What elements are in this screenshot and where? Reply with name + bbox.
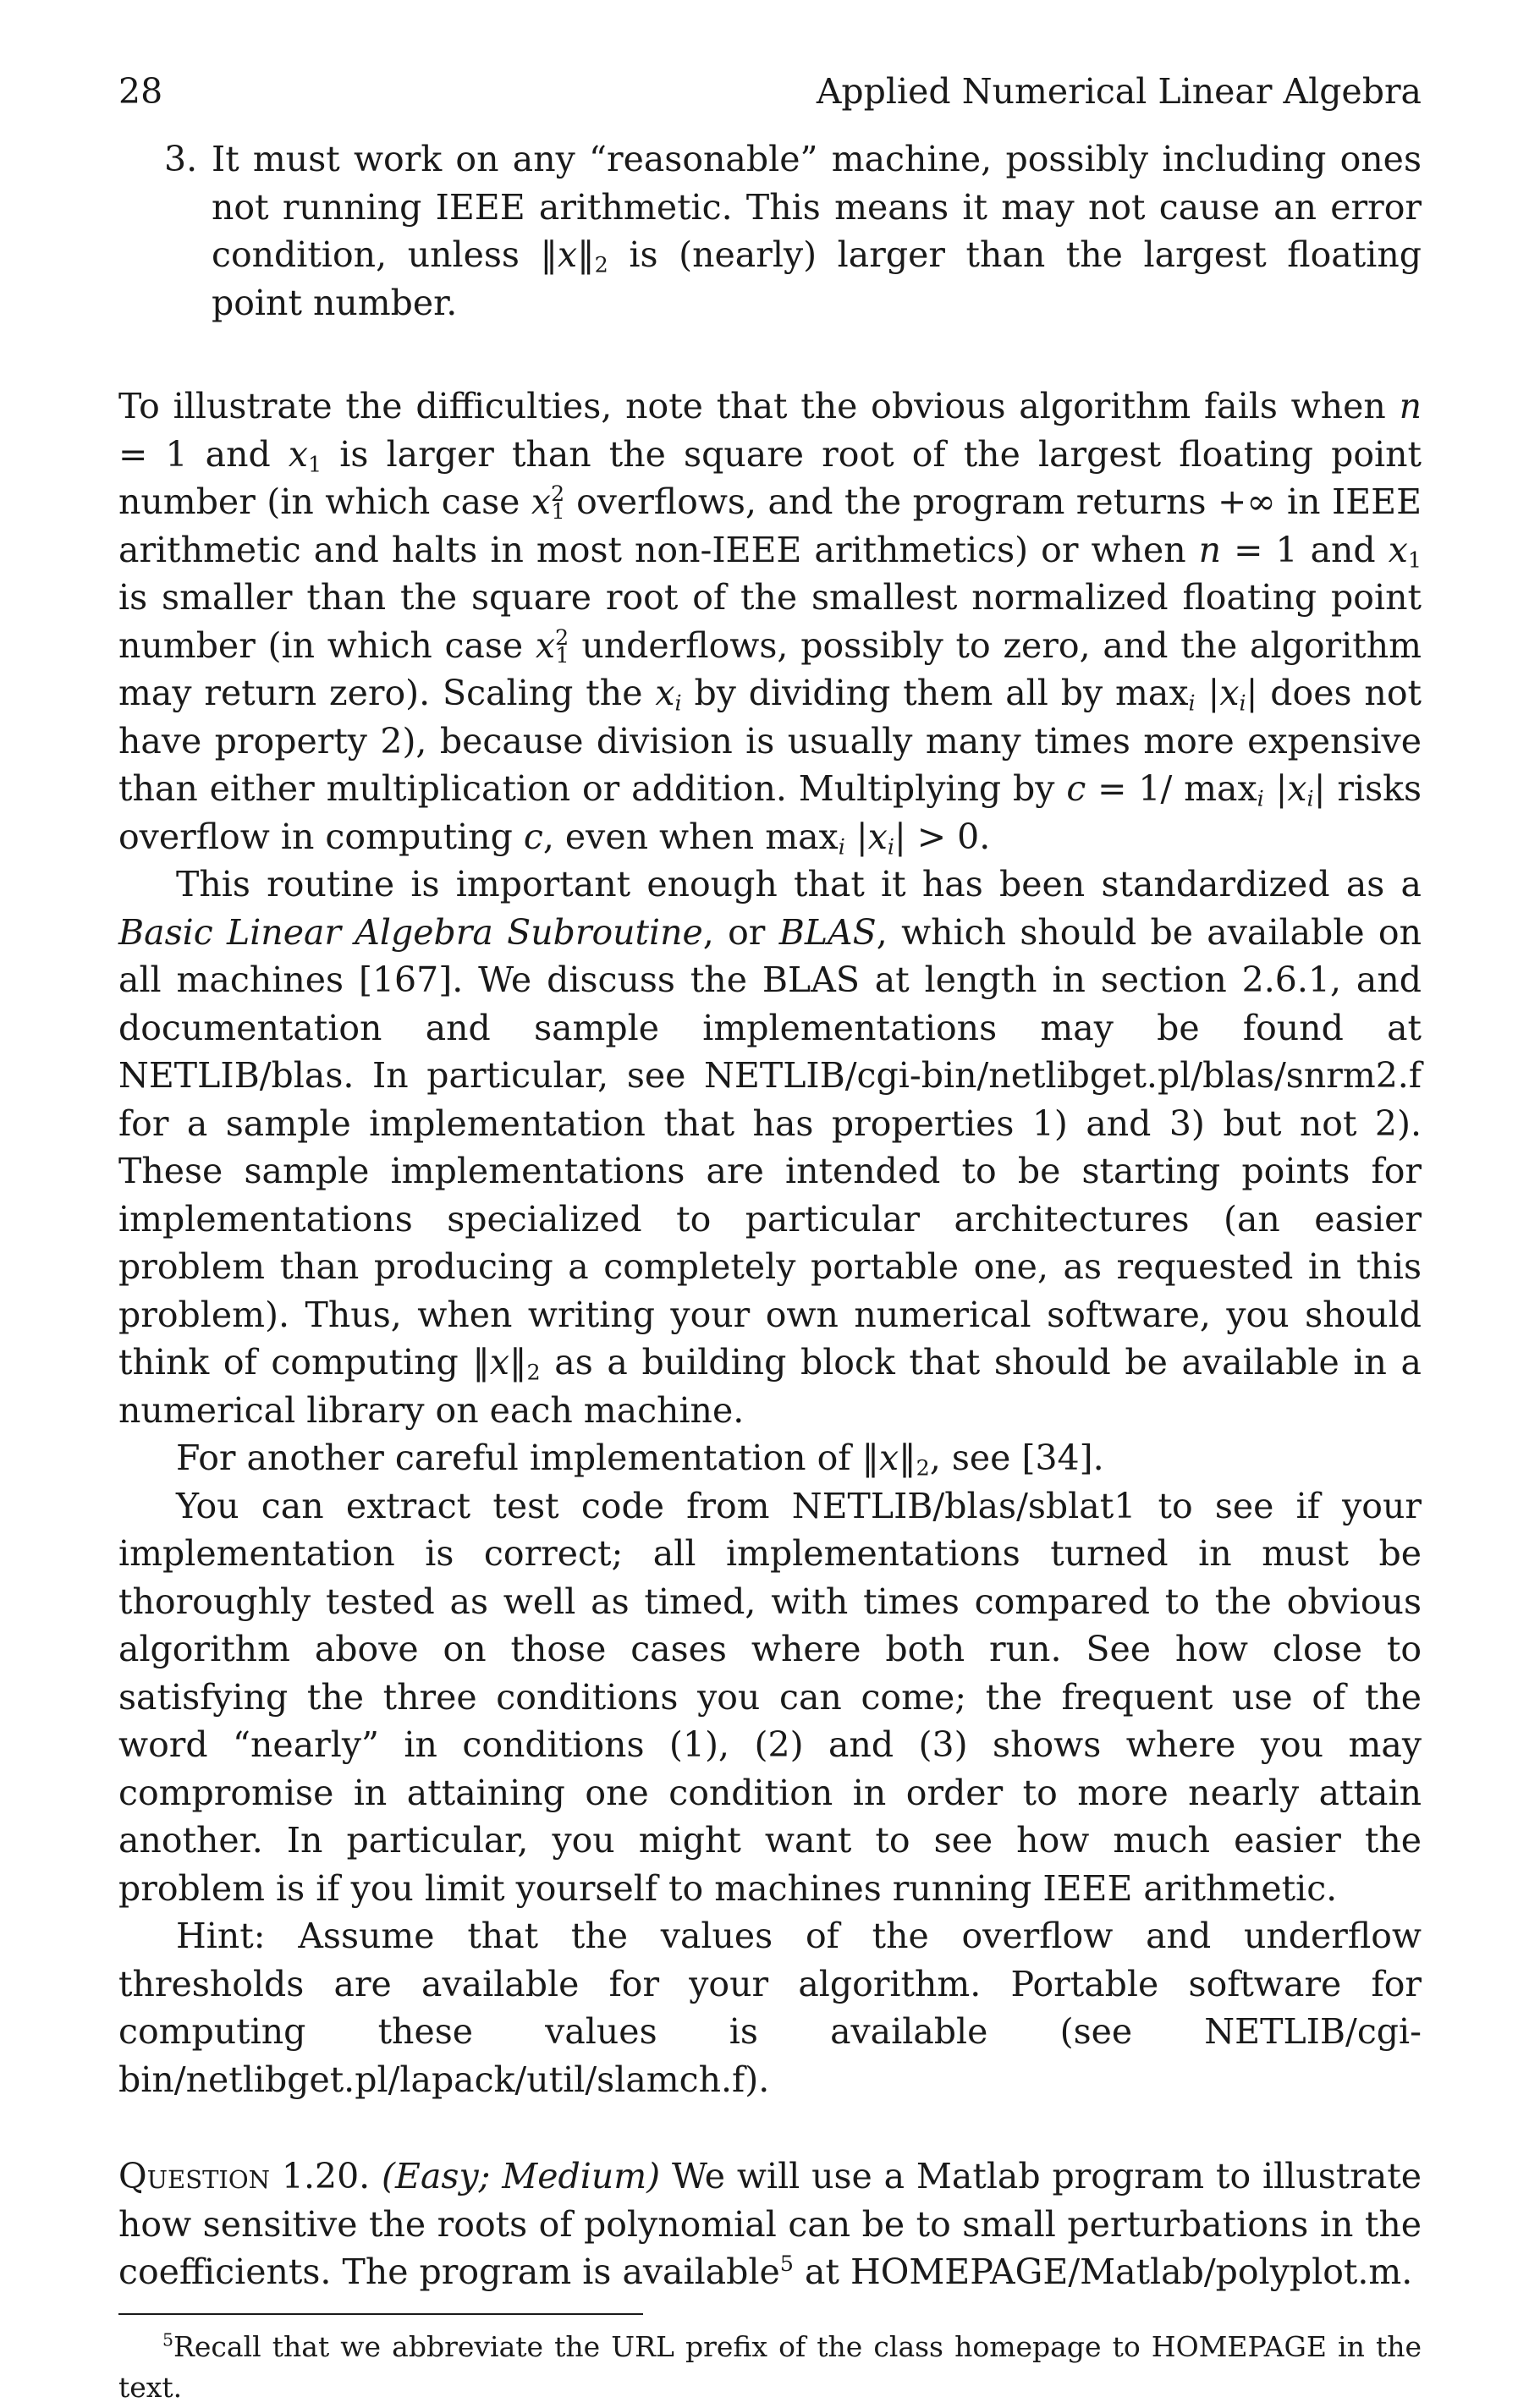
question-1-20: Question 1.20. (Easy; Medium) We will use a Matlab program to illustrate how sensitive the roots of polynomial can be to small perturbations in the coefficients. The program is available$^5$ at HOMEPAGE/Matlab/polyplot.m. <box>118 2156 1422 2292</box>
book-title: Applied Numerical Linear Algebra <box>816 71 1422 112</box>
running-head <box>118 68 1422 115</box>
paragraph-difficulties: To illustrate the difficulties, note that the obvious algorithm fails when n = 1 and $x_1$ is larger than the square root of the largest floating point number (in which case $x^2_1$ overflows, and the program returns +∞ in IEEE arithmetic and halts in most non-IEEE arithmetics) or when n = 1 and $x_1$ is smaller than the square root of the smallest normalized floating point number (in which case $x^2_1$ underflows, possibly to zero, and the algorithm may return zero). Scaling the $x_i$ by dividing them all by $\max_i |x_i|$ does not have property 2), because division is usually many times more expensive than either multiplication or addition. Multiplying by c = 1/ $\max_i |x_i|$ risks overflow in computing c, even when $\max_i |x_i| > 0$. <box>118 386 1422 859</box>
paragraph-test-code: You can extract test code from NETLIB/blas/sblat1 to see if your implementation is correct; all implementations turned in must be thoroughly tested as well as timed, with times compared to the obvious algorithm above on those cases where both run. See how close to satisfying the three conditions you can come; the frequent use of the word “nearly” in conditions (1), (2) and (3) shows where you may compromise in attaining one condition in order to more nearly attain another. In particular, you might want to see how much easier the problem is if you limit yourself to machines running IEEE arithmetic. <box>118 1485 1422 1909</box>
page-number: 28 <box>118 71 163 112</box>
paragraph-careful-implementation: For another careful implementation of $‖x‖_2$, see [34]. <box>176 1438 1104 1481</box>
list-item-3 <box>164 135 1422 327</box>
footnote-divider <box>118 2313 643 2315</box>
footnote-5: $^5$Recall that we abbreviate the URL prefix of the class homepage to HOMEPAGE in the text. <box>118 2329 1422 2404</box>
paragraph-blas: This routine is important enough that it has been standardized as a Basic Linear Algebra Subroutine, or BLAS, which should be available on all machines [167]. We discuss the BLAS at length in section 2.6.1, and documentation and sample implementations may be found at NETLIB/blas. In particular, see NETLIB/cgi-bin/netlibget.pl/blas/snrm2.f for a sample implementation that has properties 1) and 3) but not 2). These sample implementations are intended to be starting points for implementations specialized to particular architectures (an easier problem than producing a completely portable one, as requested in this problem). Thus, when writing your own numerical software, you should think of computing $‖x‖_2$ as a building block that should be available in a numerical library on each machine. <box>118 864 1422 1431</box>
question-difficulty: (Easy; Medium) <box>382 2156 661 2196</box>
footnote-marker: 5 <box>779 2250 794 2276</box>
list-item-label: 3. <box>164 139 198 179</box>
question-label: Question <box>118 2156 271 2196</box>
paragraph-hint: Hint: Assume that the values of the overflow and underflow thresholds are available for your algorithm. Portable software for computing these values is available (see NETLIB/cgi-bin/netlibget.pl/lapack/util/slamch.f). <box>118 1916 1422 2100</box>
question-number: 1.20. <box>270 2156 382 2196</box>
list-item-text: It must work on any “reasonable” machine, possibly including ones not running IEEE arithmetic. This means it may not cause an error condition, unless $‖x‖_2$ is (nearly) larger than the largest floating point number. <box>212 139 1422 323</box>
